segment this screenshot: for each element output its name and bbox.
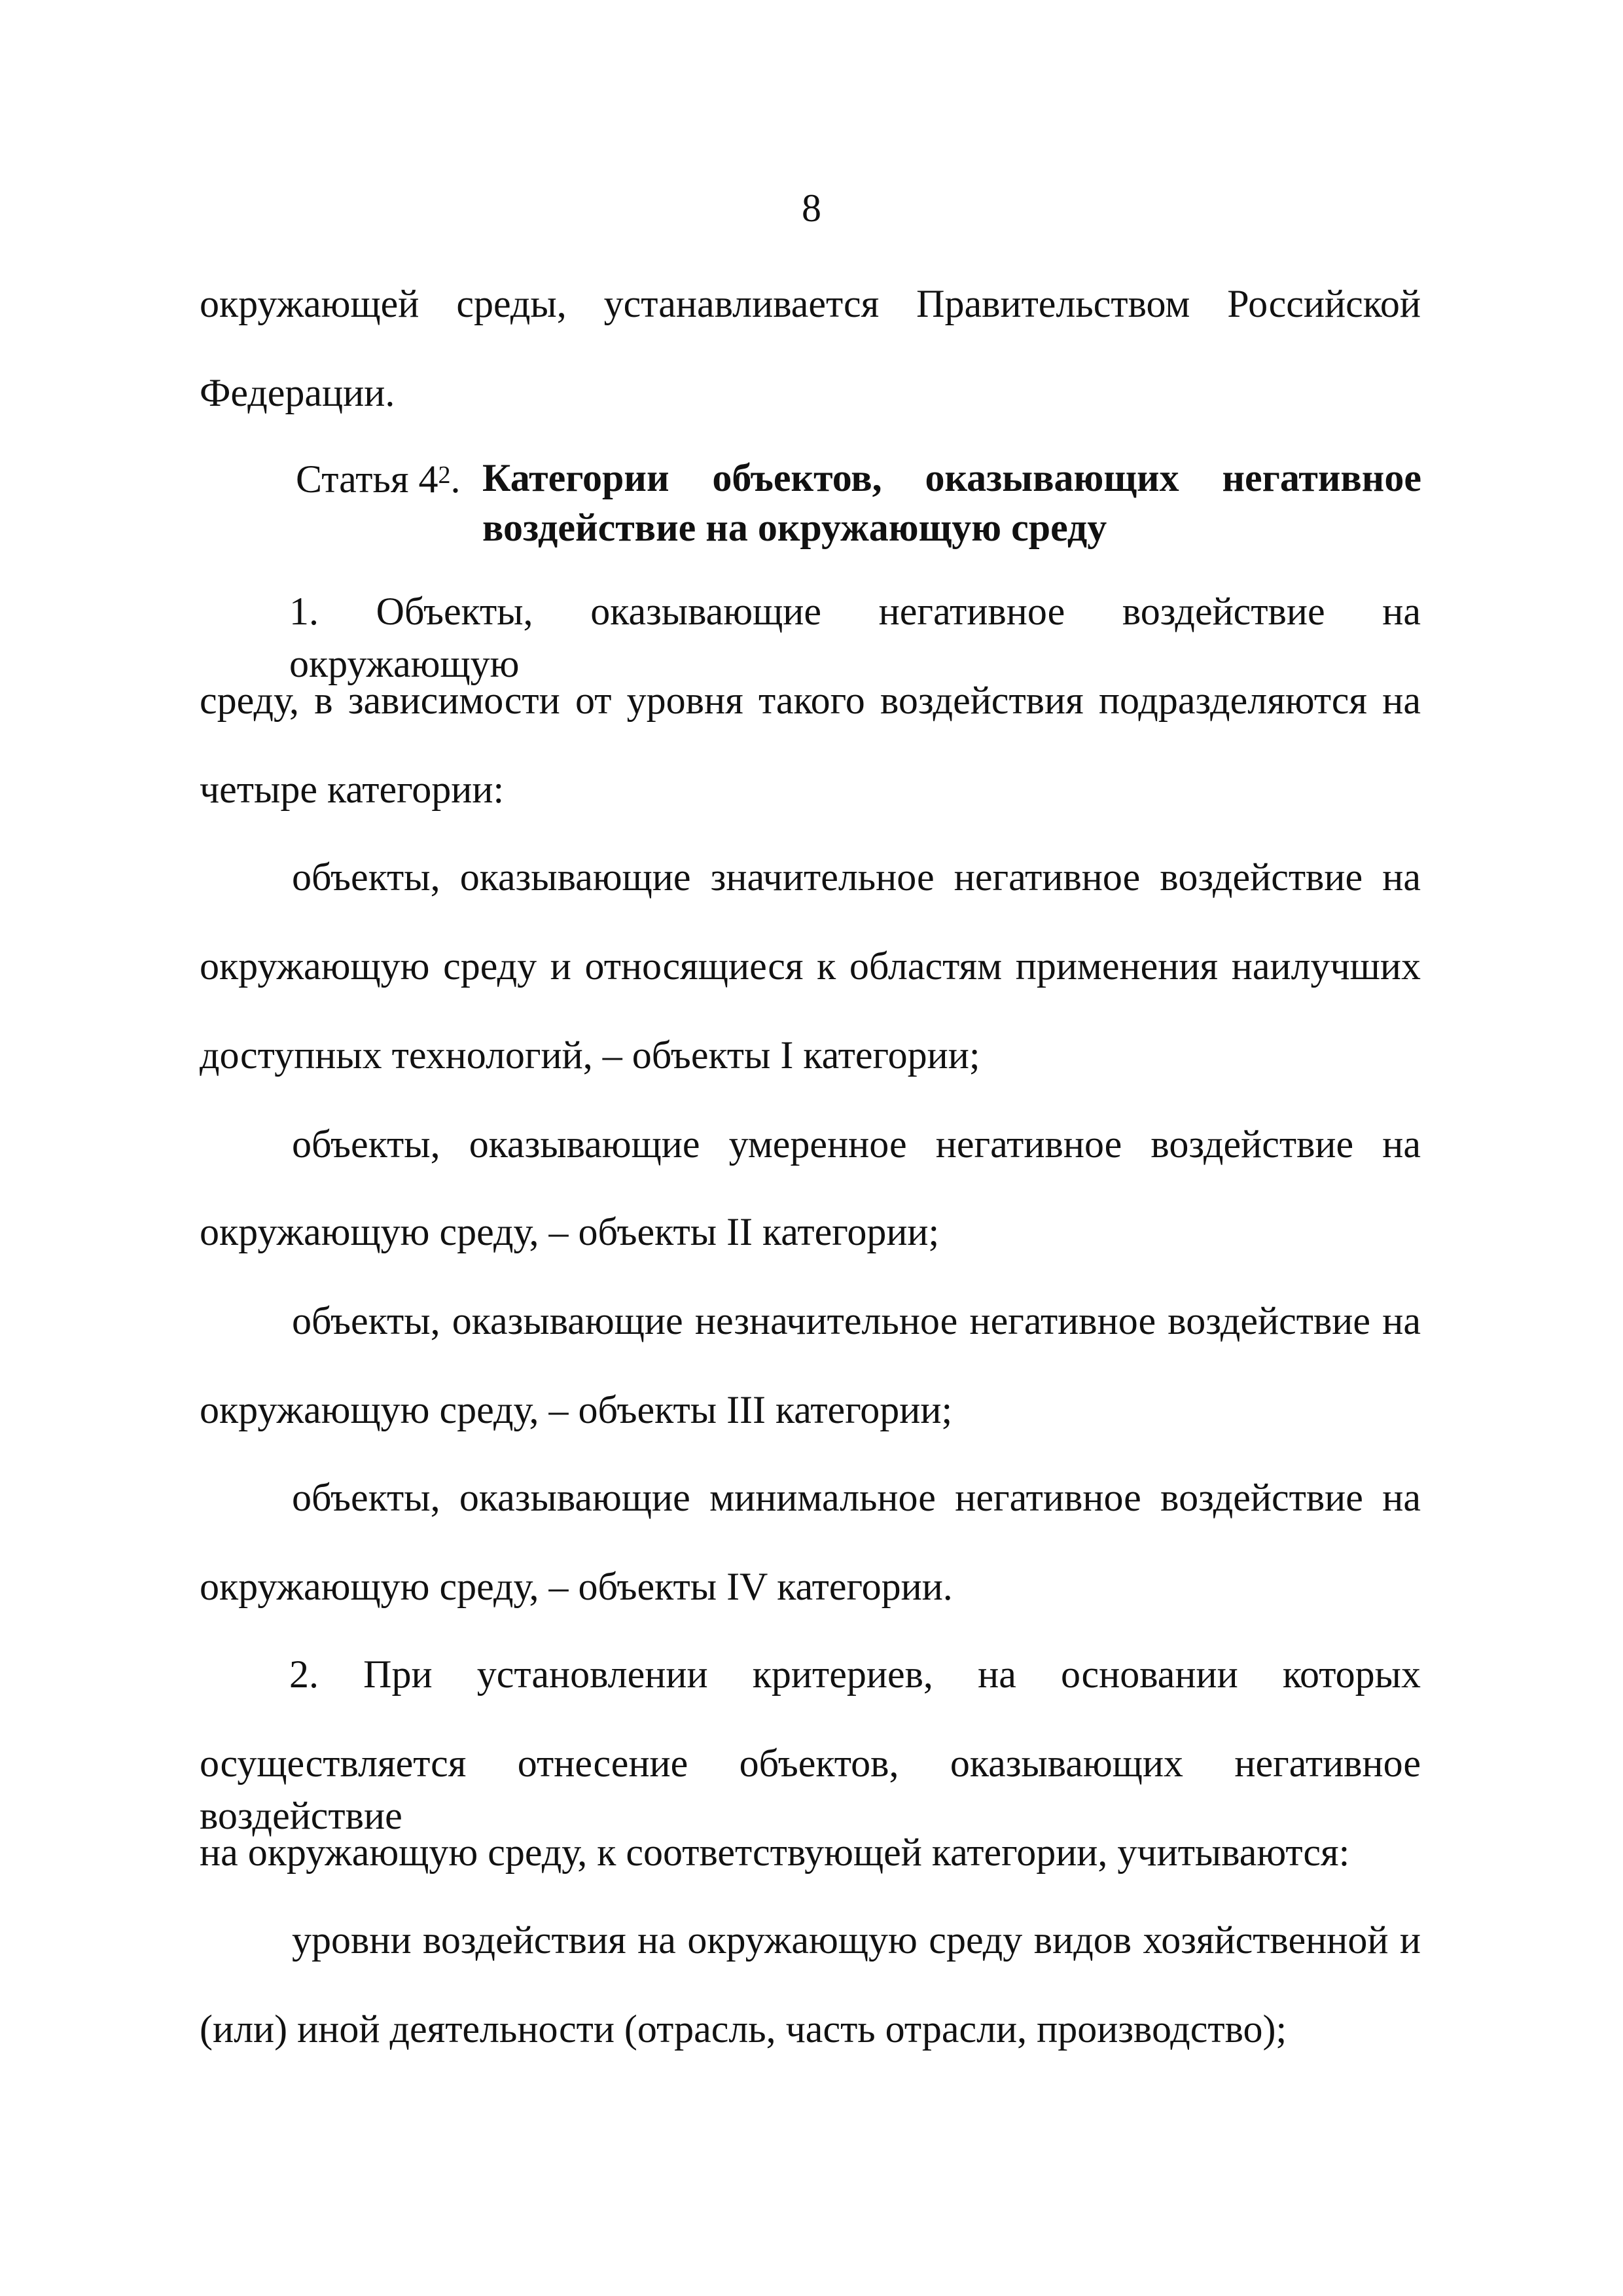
article-dot: . xyxy=(450,457,461,501)
article-title-line-1: Категории объектов, оказывающих негативное xyxy=(482,456,1421,499)
paragraph-line: на окружающую среду, к соответствующей категории, учитываются: xyxy=(200,1831,1350,1874)
paragraph-line: среду, в зависимости от уровня такого воздействия подразделяются на xyxy=(200,679,1421,722)
paragraph-line: четыре категории: xyxy=(200,768,505,811)
paragraph-line: окружающую среду, – объекты IV категории. xyxy=(200,1565,953,1608)
article-title-line-2: воздействие на окружающую среду xyxy=(482,506,1107,549)
paragraph-line: 1. Объекты, оказывающие негативное воздействие на окружающую xyxy=(289,590,1421,685)
article-label: Статья 4 xyxy=(296,457,438,501)
paragraph-line: окружающую среду, – объекты II категории; xyxy=(200,1210,940,1253)
paragraph-line: объекты, оказывающие минимальное негативное воздействие на xyxy=(292,1476,1421,1519)
paragraph-line: окружающую среду, – объекты III категории; xyxy=(200,1388,953,1431)
paragraph-line: доступных технологий, – объекты I категории; xyxy=(200,1033,980,1077)
article-superscript: 2 xyxy=(438,461,451,489)
paragraph-line: объекты, оказывающие значительное негативное воздействие на xyxy=(292,855,1421,899)
paragraph-line: осуществляется отнесение объектов, оказывающих негативное воздействие xyxy=(200,1742,1421,1837)
paragraph-line: объекты, оказывающие умеренное негативное воздействие на xyxy=(292,1122,1421,1166)
paragraph-line: (или) иной деятельности (отрасль, часть отрасли, производство); xyxy=(200,2007,1287,2051)
paragraph-line: окружающую среду и относящиеся к областям применения наилучших xyxy=(200,944,1421,988)
text-line: окружающей среды, устанавливается Правительством Российской xyxy=(200,282,1421,325)
text-line: Федерации. xyxy=(200,371,395,414)
paragraph-line: объекты, оказывающие незначительное негативное воздействие на xyxy=(292,1299,1421,1342)
paragraph-line: 2. При установлении критериев, на основании которых xyxy=(289,1653,1421,1696)
article-number xyxy=(296,453,460,505)
paragraph-line: уровни воздействия на окружающую среду видов хозяйственной и xyxy=(292,1918,1421,1962)
page-number: 8 xyxy=(802,187,821,230)
